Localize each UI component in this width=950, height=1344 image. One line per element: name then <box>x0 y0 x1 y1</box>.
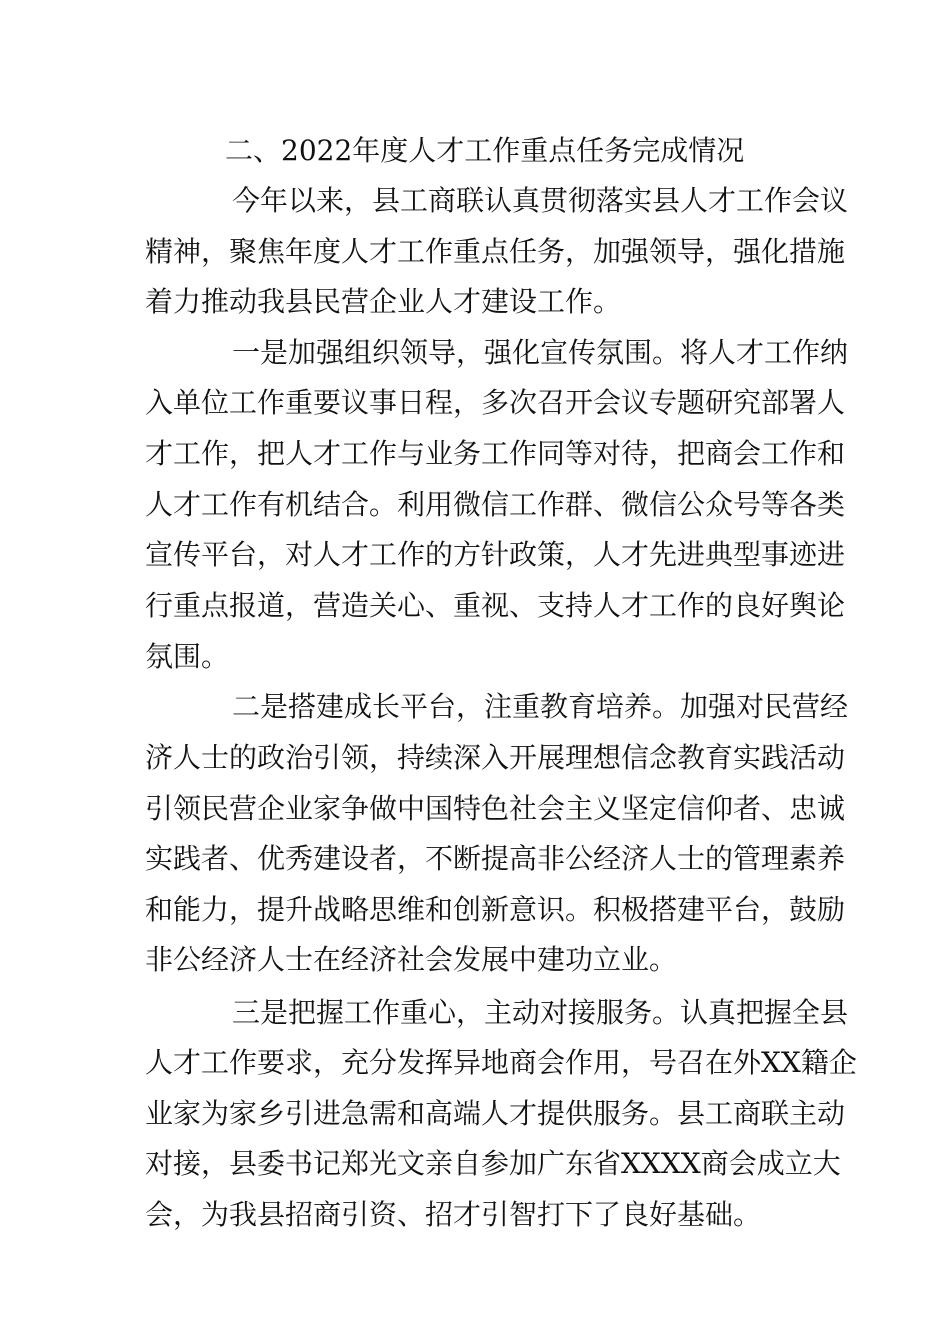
paragraph-line: 宣传平台，对人才工作的方针政策，人才先进典型事迹进 <box>145 538 846 571</box>
paragraph-line: 会，为我县招商引资、招才引智打下了良好基础。 <box>145 1198 762 1231</box>
paragraph-line: 才工作，把人才工作与业务工作同等对待，把商会工作和 <box>145 437 846 470</box>
paragraph-line: 行重点报道，营造关心、重视、支持人才工作的良好舆论 <box>145 589 846 622</box>
paragraph-line: 一是加强组织领导，强化宣传氛围。将人才工作纳 <box>232 336 849 369</box>
paragraph-line: 非公经济人士在经济社会发展中建功立业。 <box>145 943 678 976</box>
section-heading: 二、2022年度人才工作重点任务完成情况 <box>225 134 745 167</box>
paragraph-line: 人才工作有机结合。利用微信工作群、微信公众号等各类 <box>145 488 846 521</box>
paragraph-line: 氛围。 <box>145 640 230 673</box>
paragraph-line: 济人士的政治引领，持续深入开展理想信念教育实践活动 <box>145 741 846 774</box>
paragraph-line: 引领民营企业家争做中国特色社会主义坚定信仰者、忠诚 <box>145 792 846 825</box>
paragraph-line: 实践者、优秀建设者，不断提高非公经济人士的管理素养 <box>145 842 846 875</box>
paragraph-line: 和能力，提升战略思维和创新意识。积极搭建平台，鼓励 <box>145 893 846 926</box>
paragraph-line: 着力推动我县民营企业人才建设工作。 <box>145 285 622 318</box>
paragraph-line: 精神，聚焦年度人才工作重点任务，加强领导，强化措施 <box>145 235 846 268</box>
paragraph-line: 二是搭建成长平台，注重教育培养。加强对民营经 <box>232 690 849 723</box>
paragraph-line: 对接，县委书记郑光文亲自参加广东省XXXX商会成立大 <box>145 1147 841 1180</box>
paragraph-line: 入单位工作重要议事日程，多次召开会议专题研究部署人 <box>145 386 846 419</box>
paragraph-line: 今年以来，县工商联认真贯彻落实县人才工作会议 <box>232 184 849 217</box>
paragraph-line: 业家为家乡引进急需和高端人才提供服务。县工商联主动 <box>145 1097 846 1130</box>
paragraph-line: 人才工作要求，充分发挥异地商会作用，号召在外XX籍企 <box>145 1046 857 1079</box>
paragraph-line: 三是把握工作重心，主动对接服务。认真把握全县 <box>232 996 849 1029</box>
